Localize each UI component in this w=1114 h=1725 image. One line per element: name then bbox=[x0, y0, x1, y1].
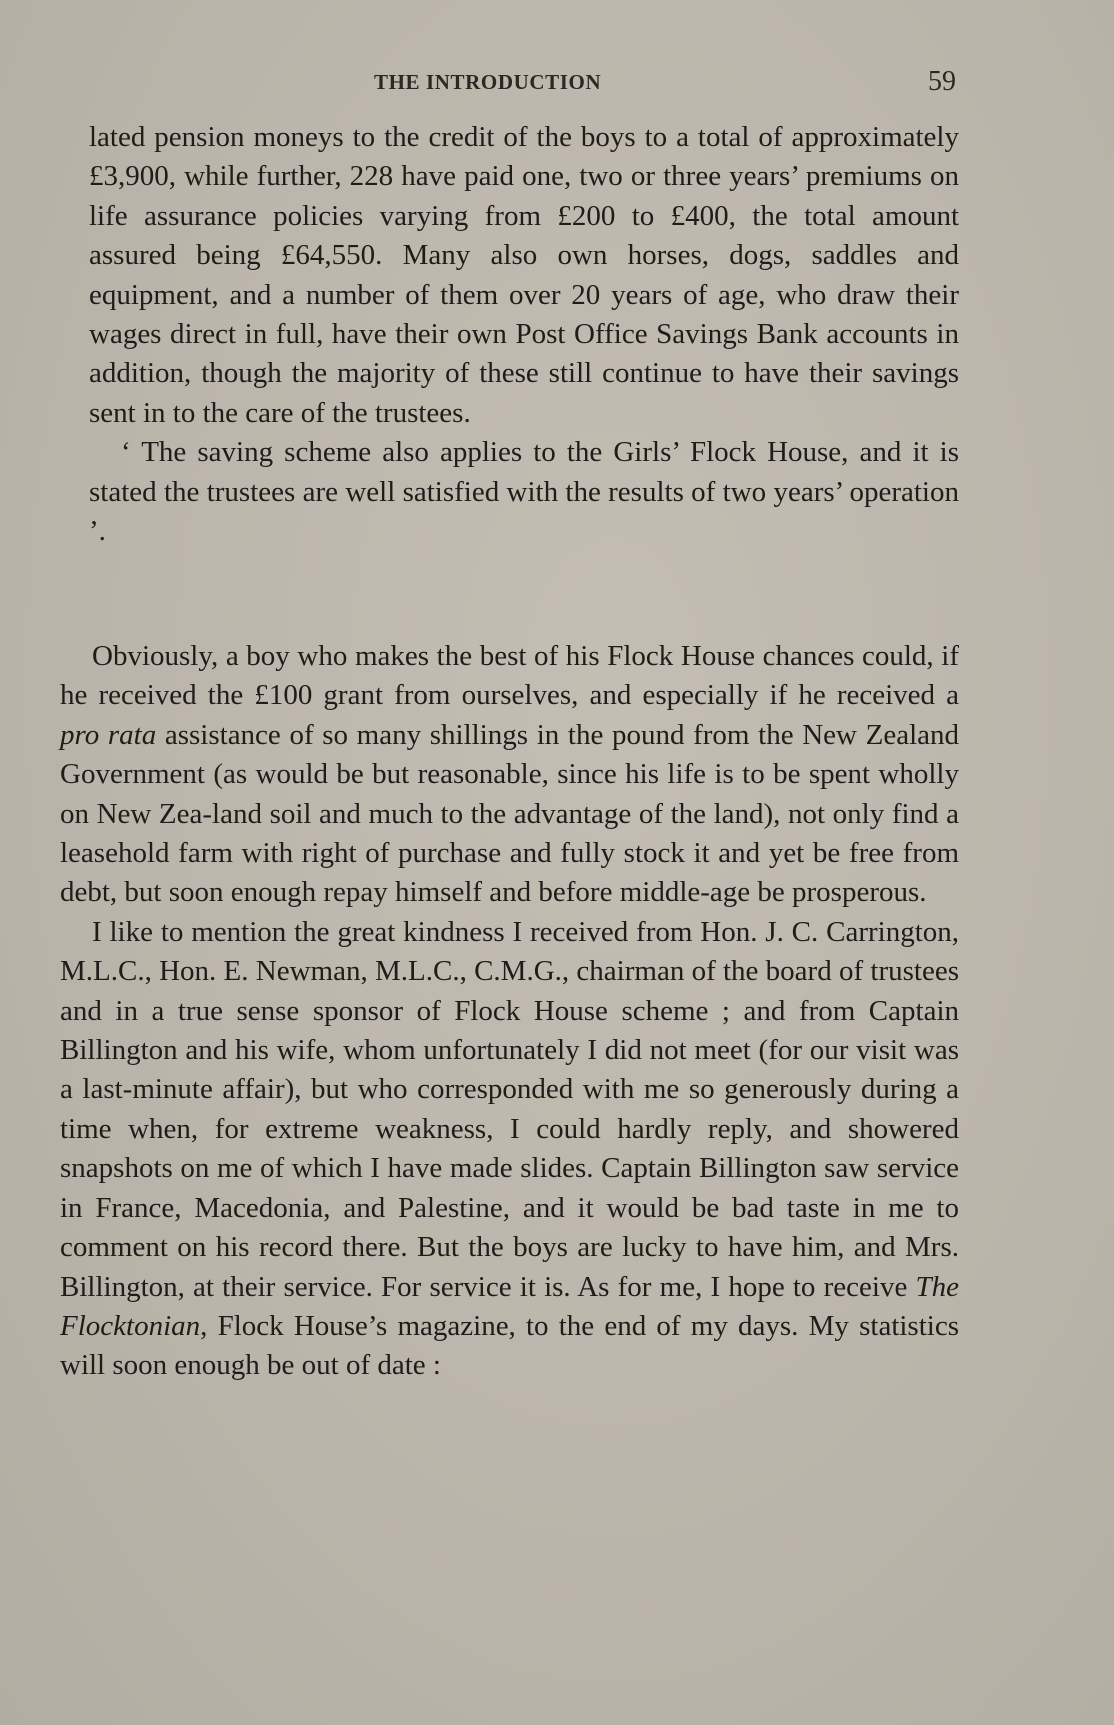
body-paragraph-1 bbox=[60, 637, 959, 913]
body-paragraph-2 bbox=[60, 913, 959, 1386]
running-head bbox=[0, 66, 1114, 100]
body-paragraph-1-italic: pro rata bbox=[60, 718, 157, 751]
quote-paragraph-1: lated pension moneys to the credit of the boys to a total of approximately £3,900, while further, 228 have paid one, two or three years’ premiums on life assurance policies varying from £200 to £400, the total amount assured being £64,550. Many also own horses, dogs, saddles and equipment, and a number of them over 20 years of age, who draw their wages direct in full, have their own Post Office Savings Bank accounts in addition, though the majority of these still continue to have their savings sent in to the care of the trustees. bbox=[89, 121, 959, 429]
quote-paragraph-2: ‘ The saving scheme also applies to the Girls’ Flock House, and it is stated the trustees are well satisfied with the results of two years’ operation ’. bbox=[89, 436, 959, 548]
running-title: THE INTRODUCTION bbox=[374, 70, 602, 94]
page-number: 59 bbox=[928, 66, 956, 97]
body-paragraph-1-part-a: Obviously, a boy who makes the best of his Flock House chances could, if he received the £100 grant from ourselves, and especially if he received a bbox=[60, 640, 959, 712]
body-paragraph-1-part-b: assistance of so many shillings in the pound from the New Zealand Government (as would be but reasonable, since his life is to be spent wholly on New Zea-land soil and much to the advantage of the land), not only find a leasehold farm with right of purchase and fully stock it and yet be free from debt, but soon enough repay himself and before middle-age be prosperous. bbox=[60, 718, 959, 909]
body-paragraph-2-italic: The Flocktonian bbox=[60, 1270, 959, 1342]
body-paragraph-2-part-b: , Flock House’s magazine, to the end of my days. My statistics will soon enough be out of date : bbox=[60, 1309, 959, 1382]
body-text bbox=[60, 637, 959, 1386]
body-paragraph-2-part-a: I like to mention the great kindness I received from Hon. J. C. Carrington, M.L.C., Hon. E. Newman, M.L.C., C.M.G., chairman of the board of trustees and in a true sense sponsor of Flock House scheme ; and from Captain Billington and his wife, whom unfortunately I did not meet (for our visit was a last-minute affair), but who corresponded with me so generously during a time when, for extreme weakness, I could hardly reply, and showered snapshots on me of which I have made slides. Captain Billington saw service in France, Macedonia, and Palestine, and it would be bad taste in me to comment on his record there. But the boys are lucky to have him, and Mrs. Billington, at their service. For service it is. As for me, I hope to receive bbox=[60, 915, 959, 1303]
quoted-passage bbox=[89, 118, 959, 551]
